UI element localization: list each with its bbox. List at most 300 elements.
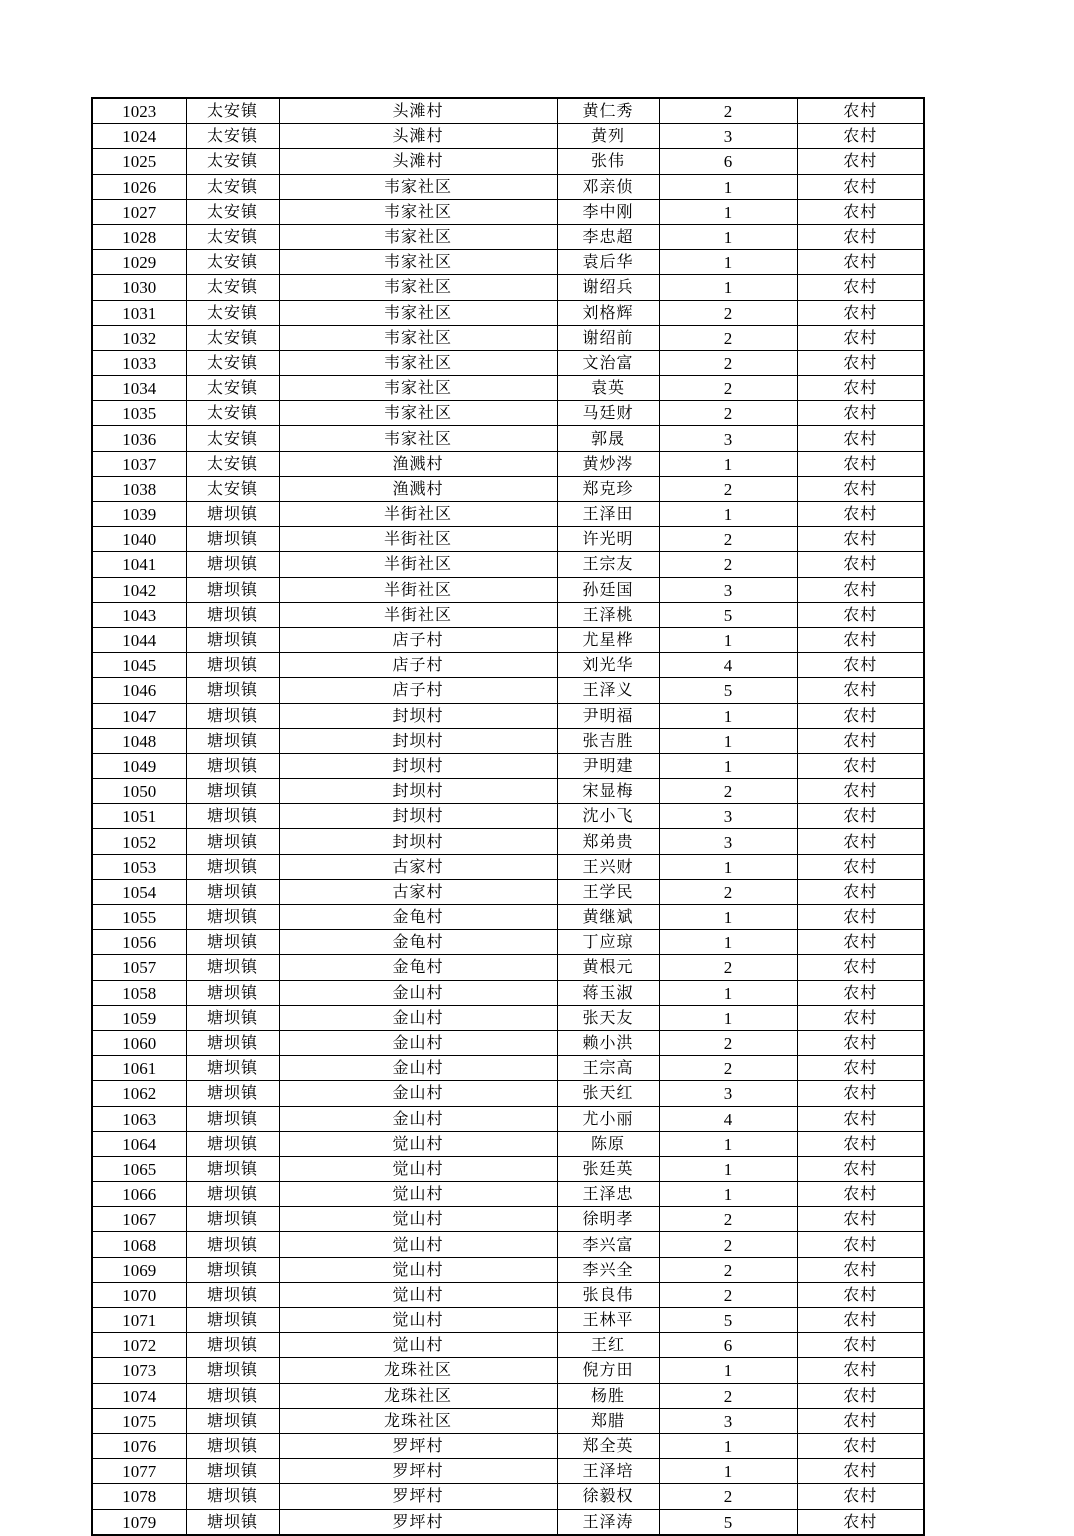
table-row <box>92 1131 924 1156</box>
serial-number-cell: 1043 <box>92 602 186 627</box>
table-row <box>92 1081 924 1106</box>
count-cell: 2 <box>659 1232 797 1257</box>
category-cell: 农村 <box>797 930 924 955</box>
serial-number-cell: 1033 <box>92 350 186 375</box>
serial-number-cell: 1032 <box>92 325 186 350</box>
count-cell: 2 <box>659 1257 797 1282</box>
serial-number-cell: 1049 <box>92 753 186 778</box>
name-cell: 徐毅权 <box>557 1484 659 1509</box>
name-cell: 郑腊 <box>557 1408 659 1433</box>
count-cell: 2 <box>659 376 797 401</box>
name-cell: 王学民 <box>557 879 659 904</box>
serial-number-cell: 1072 <box>92 1333 186 1358</box>
category-cell: 农村 <box>797 879 924 904</box>
name-cell: 陈原 <box>557 1131 659 1156</box>
town-cell: 太安镇 <box>186 300 279 325</box>
name-cell: 尤星桦 <box>557 627 659 652</box>
serial-number-cell: 1066 <box>92 1182 186 1207</box>
town-cell: 塘坝镇 <box>186 955 279 980</box>
town-cell: 塘坝镇 <box>186 502 279 527</box>
table-row <box>92 376 924 401</box>
table-row <box>92 174 924 199</box>
category-cell: 农村 <box>797 149 924 174</box>
village-cell: 半街社区 <box>279 577 557 602</box>
serial-number-cell: 1063 <box>92 1106 186 1131</box>
category-cell: 农村 <box>797 1182 924 1207</box>
name-cell: 许光明 <box>557 527 659 552</box>
category-cell: 农村 <box>797 1030 924 1055</box>
village-cell: 封坝村 <box>279 753 557 778</box>
village-cell: 龙珠社区 <box>279 1383 557 1408</box>
category-cell: 农村 <box>797 627 924 652</box>
name-cell: 王宗友 <box>557 552 659 577</box>
serial-number-cell: 1076 <box>92 1433 186 1458</box>
village-cell: 渔溅村 <box>279 476 557 501</box>
name-cell: 王泽桃 <box>557 602 659 627</box>
town-cell: 塘坝镇 <box>186 854 279 879</box>
category-cell: 农村 <box>797 124 924 149</box>
name-cell: 刘光华 <box>557 653 659 678</box>
village-cell: 韦家社区 <box>279 325 557 350</box>
category-cell: 农村 <box>797 552 924 577</box>
town-cell: 塘坝镇 <box>186 1106 279 1131</box>
name-cell: 丁应琼 <box>557 930 659 955</box>
serial-number-cell: 1029 <box>92 250 186 275</box>
town-cell: 塘坝镇 <box>186 930 279 955</box>
category-cell: 农村 <box>797 728 924 753</box>
village-cell: 店子村 <box>279 627 557 652</box>
name-cell: 杨胜 <box>557 1383 659 1408</box>
town-cell: 太安镇 <box>186 199 279 224</box>
serial-number-cell: 1030 <box>92 275 186 300</box>
village-cell: 古家村 <box>279 879 557 904</box>
count-cell: 1 <box>659 854 797 879</box>
village-cell: 韦家社区 <box>279 199 557 224</box>
town-cell: 太安镇 <box>186 451 279 476</box>
village-cell: 半街社区 <box>279 502 557 527</box>
village-cell: 龙珠社区 <box>279 1408 557 1433</box>
town-cell: 塘坝镇 <box>186 703 279 728</box>
village-cell: 韦家社区 <box>279 300 557 325</box>
count-cell: 1 <box>659 1005 797 1030</box>
town-cell: 塘坝镇 <box>186 678 279 703</box>
category-cell: 农村 <box>797 1156 924 1181</box>
name-cell: 徐明孝 <box>557 1207 659 1232</box>
name-cell: 刘格辉 <box>557 300 659 325</box>
count-cell: 2 <box>659 1282 797 1307</box>
count-cell: 1 <box>659 502 797 527</box>
village-cell: 龙珠社区 <box>279 1358 557 1383</box>
table-row <box>92 1207 924 1232</box>
serial-number-cell: 1075 <box>92 1408 186 1433</box>
category-cell: 农村 <box>797 577 924 602</box>
count-cell: 1 <box>659 224 797 249</box>
name-cell: 李中刚 <box>557 199 659 224</box>
name-cell: 黄根元 <box>557 955 659 980</box>
name-cell: 文治富 <box>557 350 659 375</box>
category-cell: 农村 <box>797 1509 924 1535</box>
village-cell: 觉山村 <box>279 1156 557 1181</box>
serial-number-cell: 1070 <box>92 1282 186 1307</box>
table-row <box>92 854 924 879</box>
village-cell: 金山村 <box>279 980 557 1005</box>
count-cell: 1 <box>659 930 797 955</box>
table-row <box>92 552 924 577</box>
name-cell: 孙廷国 <box>557 577 659 602</box>
serial-number-cell: 1045 <box>92 653 186 678</box>
town-cell: 塘坝镇 <box>186 1408 279 1433</box>
village-cell: 觉山村 <box>279 1207 557 1232</box>
serial-number-cell: 1054 <box>92 879 186 904</box>
data-table <box>91 97 925 1536</box>
table-row <box>92 829 924 854</box>
serial-number-cell: 1038 <box>92 476 186 501</box>
town-cell: 塘坝镇 <box>186 1232 279 1257</box>
count-cell: 1 <box>659 199 797 224</box>
count-cell: 2 <box>659 552 797 577</box>
count-cell: 2 <box>659 879 797 904</box>
table-row <box>92 1056 924 1081</box>
town-cell: 塘坝镇 <box>186 1005 279 1030</box>
village-cell: 半街社区 <box>279 527 557 552</box>
category-cell: 农村 <box>797 779 924 804</box>
village-cell: 封坝村 <box>279 703 557 728</box>
serial-number-cell: 1046 <box>92 678 186 703</box>
town-cell: 塘坝镇 <box>186 552 279 577</box>
count-cell: 1 <box>659 627 797 652</box>
serial-number-cell: 1056 <box>92 930 186 955</box>
category-cell: 农村 <box>797 250 924 275</box>
name-cell: 李忠超 <box>557 224 659 249</box>
serial-number-cell: 1035 <box>92 401 186 426</box>
serial-number-cell: 1058 <box>92 980 186 1005</box>
table-row <box>92 1358 924 1383</box>
category-cell: 农村 <box>797 426 924 451</box>
serial-number-cell: 1069 <box>92 1257 186 1282</box>
village-cell: 头滩村 <box>279 98 557 124</box>
count-cell: 2 <box>659 1383 797 1408</box>
village-cell: 金龟村 <box>279 955 557 980</box>
name-cell: 尹明建 <box>557 753 659 778</box>
serial-number-cell: 1040 <box>92 527 186 552</box>
serial-number-cell: 1037 <box>92 451 186 476</box>
serial-number-cell: 1064 <box>92 1131 186 1156</box>
table-row <box>92 451 924 476</box>
category-cell: 农村 <box>797 1433 924 1458</box>
count-cell: 2 <box>659 476 797 501</box>
village-cell: 觉山村 <box>279 1333 557 1358</box>
serial-number-cell: 1041 <box>92 552 186 577</box>
table-row <box>92 300 924 325</box>
village-cell: 觉山村 <box>279 1131 557 1156</box>
town-cell: 塘坝镇 <box>186 1459 279 1484</box>
count-cell: 5 <box>659 678 797 703</box>
name-cell: 尹明福 <box>557 703 659 728</box>
table-row <box>92 1484 924 1509</box>
table-row <box>92 149 924 174</box>
category-cell: 农村 <box>797 602 924 627</box>
name-cell: 王宗高 <box>557 1056 659 1081</box>
name-cell: 谢绍前 <box>557 325 659 350</box>
town-cell: 塘坝镇 <box>186 602 279 627</box>
table-row <box>92 275 924 300</box>
category-cell: 农村 <box>797 1459 924 1484</box>
table-row <box>92 602 924 627</box>
name-cell: 张伟 <box>557 149 659 174</box>
category-cell: 农村 <box>797 955 924 980</box>
table-row <box>92 930 924 955</box>
town-cell: 太安镇 <box>186 325 279 350</box>
count-cell: 2 <box>659 527 797 552</box>
village-cell: 觉山村 <box>279 1182 557 1207</box>
category-cell: 农村 <box>797 1257 924 1282</box>
count-cell: 3 <box>659 426 797 451</box>
village-cell: 封坝村 <box>279 728 557 753</box>
name-cell: 赖小洪 <box>557 1030 659 1055</box>
category-cell: 农村 <box>797 98 924 124</box>
category-cell: 农村 <box>797 1081 924 1106</box>
name-cell: 黄仁秀 <box>557 98 659 124</box>
town-cell: 塘坝镇 <box>186 1156 279 1181</box>
village-cell: 觉山村 <box>279 1308 557 1333</box>
village-cell: 金山村 <box>279 1106 557 1131</box>
category-cell: 农村 <box>797 174 924 199</box>
category-cell: 农村 <box>797 678 924 703</box>
category-cell: 农村 <box>797 199 924 224</box>
village-cell: 韦家社区 <box>279 426 557 451</box>
name-cell: 王泽涛 <box>557 1509 659 1535</box>
serial-number-cell: 1027 <box>92 199 186 224</box>
village-cell: 罗坪村 <box>279 1509 557 1535</box>
serial-number-cell: 1031 <box>92 300 186 325</box>
count-cell: 6 <box>659 1333 797 1358</box>
town-cell: 塘坝镇 <box>186 1182 279 1207</box>
serial-number-cell: 1036 <box>92 426 186 451</box>
town-cell: 塘坝镇 <box>186 804 279 829</box>
village-cell: 金龟村 <box>279 905 557 930</box>
village-cell: 韦家社区 <box>279 250 557 275</box>
town-cell: 塘坝镇 <box>186 980 279 1005</box>
village-cell: 韦家社区 <box>279 350 557 375</box>
serial-number-cell: 1034 <box>92 376 186 401</box>
count-cell: 2 <box>659 779 797 804</box>
table-row <box>92 124 924 149</box>
serial-number-cell: 1051 <box>92 804 186 829</box>
village-cell: 封坝村 <box>279 779 557 804</box>
serial-number-cell: 1053 <box>92 854 186 879</box>
name-cell: 王红 <box>557 1333 659 1358</box>
name-cell: 郑弟贵 <box>557 829 659 854</box>
category-cell: 农村 <box>797 1005 924 1030</box>
village-cell: 头滩村 <box>279 149 557 174</box>
table-row <box>92 476 924 501</box>
village-cell: 头滩村 <box>279 124 557 149</box>
village-cell: 韦家社区 <box>279 224 557 249</box>
table-row <box>92 577 924 602</box>
count-cell: 1 <box>659 250 797 275</box>
serial-number-cell: 1023 <box>92 98 186 124</box>
town-cell: 塘坝镇 <box>186 1484 279 1509</box>
town-cell: 塘坝镇 <box>186 627 279 652</box>
category-cell: 农村 <box>797 1308 924 1333</box>
village-cell: 店子村 <box>279 653 557 678</box>
category-cell: 农村 <box>797 703 924 728</box>
count-cell: 5 <box>659 1509 797 1535</box>
count-cell: 1 <box>659 728 797 753</box>
town-cell: 塘坝镇 <box>186 1509 279 1535</box>
table-row <box>92 804 924 829</box>
village-cell: 店子村 <box>279 678 557 703</box>
village-cell: 韦家社区 <box>279 275 557 300</box>
count-cell: 2 <box>659 401 797 426</box>
village-cell: 金山村 <box>279 1056 557 1081</box>
name-cell: 张廷英 <box>557 1156 659 1181</box>
table-body <box>92 98 924 1535</box>
count-cell: 3 <box>659 804 797 829</box>
name-cell: 张良伟 <box>557 1282 659 1307</box>
name-cell: 王兴财 <box>557 854 659 879</box>
village-cell: 金山村 <box>279 1005 557 1030</box>
category-cell: 农村 <box>797 476 924 501</box>
serial-number-cell: 1079 <box>92 1509 186 1535</box>
table-row <box>92 325 924 350</box>
town-cell: 塘坝镇 <box>186 779 279 804</box>
table-row <box>92 1257 924 1282</box>
town-cell: 塘坝镇 <box>186 1257 279 1282</box>
category-cell: 农村 <box>797 905 924 930</box>
count-cell: 1 <box>659 905 797 930</box>
name-cell: 沈小飞 <box>557 804 659 829</box>
category-cell: 农村 <box>797 1358 924 1383</box>
count-cell: 2 <box>659 1030 797 1055</box>
category-cell: 农村 <box>797 275 924 300</box>
table-row <box>92 1383 924 1408</box>
village-cell: 金山村 <box>279 1030 557 1055</box>
village-cell: 封坝村 <box>279 829 557 854</box>
town-cell: 塘坝镇 <box>186 829 279 854</box>
village-cell: 罗坪村 <box>279 1459 557 1484</box>
table-row <box>92 250 924 275</box>
town-cell: 塘坝镇 <box>186 753 279 778</box>
name-cell: 黄列 <box>557 124 659 149</box>
serial-number-cell: 1065 <box>92 1156 186 1181</box>
name-cell: 王林平 <box>557 1308 659 1333</box>
table-row <box>92 199 924 224</box>
count-cell: 3 <box>659 577 797 602</box>
town-cell: 塘坝镇 <box>186 1358 279 1383</box>
serial-number-cell: 1061 <box>92 1056 186 1081</box>
table-row <box>92 1509 924 1535</box>
table-row <box>92 527 924 552</box>
count-cell: 1 <box>659 275 797 300</box>
town-cell: 塘坝镇 <box>186 1433 279 1458</box>
name-cell: 郑克珍 <box>557 476 659 501</box>
count-cell: 1 <box>659 703 797 728</box>
name-cell: 黄继斌 <box>557 905 659 930</box>
village-cell: 半街社区 <box>279 552 557 577</box>
count-cell: 4 <box>659 653 797 678</box>
table-row <box>92 426 924 451</box>
village-cell: 金山村 <box>279 1081 557 1106</box>
serial-number-cell: 1025 <box>92 149 186 174</box>
town-cell: 塘坝镇 <box>186 577 279 602</box>
village-cell: 封坝村 <box>279 804 557 829</box>
category-cell: 农村 <box>797 1131 924 1156</box>
table-row <box>92 728 924 753</box>
town-cell: 塘坝镇 <box>186 1030 279 1055</box>
table-row <box>92 224 924 249</box>
category-cell: 农村 <box>797 1106 924 1131</box>
count-cell: 1 <box>659 1182 797 1207</box>
table-row <box>92 653 924 678</box>
town-cell: 太安镇 <box>186 350 279 375</box>
table-row <box>92 1459 924 1484</box>
table-row <box>92 98 924 124</box>
name-cell: 尤小丽 <box>557 1106 659 1131</box>
category-cell: 农村 <box>797 502 924 527</box>
name-cell: 黄炒涔 <box>557 451 659 476</box>
name-cell: 王泽田 <box>557 502 659 527</box>
table-row <box>92 955 924 980</box>
category-cell: 农村 <box>797 1207 924 1232</box>
count-cell: 2 <box>659 1207 797 1232</box>
town-cell: 太安镇 <box>186 401 279 426</box>
town-cell: 太安镇 <box>186 250 279 275</box>
category-cell: 农村 <box>797 1408 924 1433</box>
table-row <box>92 1156 924 1181</box>
town-cell: 塘坝镇 <box>186 1081 279 1106</box>
table-row <box>92 678 924 703</box>
category-cell: 农村 <box>797 325 924 350</box>
serial-number-cell: 1067 <box>92 1207 186 1232</box>
town-cell: 塘坝镇 <box>186 905 279 930</box>
count-cell: 2 <box>659 98 797 124</box>
village-cell: 觉山村 <box>279 1257 557 1282</box>
table-row <box>92 1333 924 1358</box>
count-cell: 2 <box>659 325 797 350</box>
serial-number-cell: 1059 <box>92 1005 186 1030</box>
category-cell: 农村 <box>797 980 924 1005</box>
name-cell: 李兴全 <box>557 1257 659 1282</box>
count-cell: 1 <box>659 451 797 476</box>
table-row <box>92 879 924 904</box>
table-row <box>92 779 924 804</box>
table-row <box>92 1308 924 1333</box>
category-cell: 农村 <box>797 300 924 325</box>
table-row <box>92 1232 924 1257</box>
category-cell: 农村 <box>797 804 924 829</box>
village-cell: 金龟村 <box>279 930 557 955</box>
serial-number-cell: 1060 <box>92 1030 186 1055</box>
town-cell: 太安镇 <box>186 124 279 149</box>
serial-number-cell: 1028 <box>92 224 186 249</box>
table-row <box>92 1408 924 1433</box>
serial-number-cell: 1048 <box>92 728 186 753</box>
category-cell: 农村 <box>797 527 924 552</box>
table-row <box>92 753 924 778</box>
village-cell: 觉山村 <box>279 1282 557 1307</box>
count-cell: 3 <box>659 829 797 854</box>
name-cell: 袁英 <box>557 376 659 401</box>
serial-number-cell: 1077 <box>92 1459 186 1484</box>
name-cell: 李兴富 <box>557 1232 659 1257</box>
category-cell: 农村 <box>797 1333 924 1358</box>
count-cell: 5 <box>659 1308 797 1333</box>
count-cell: 6 <box>659 149 797 174</box>
serial-number-cell: 1044 <box>92 627 186 652</box>
town-cell: 太安镇 <box>186 224 279 249</box>
table-row <box>92 502 924 527</box>
